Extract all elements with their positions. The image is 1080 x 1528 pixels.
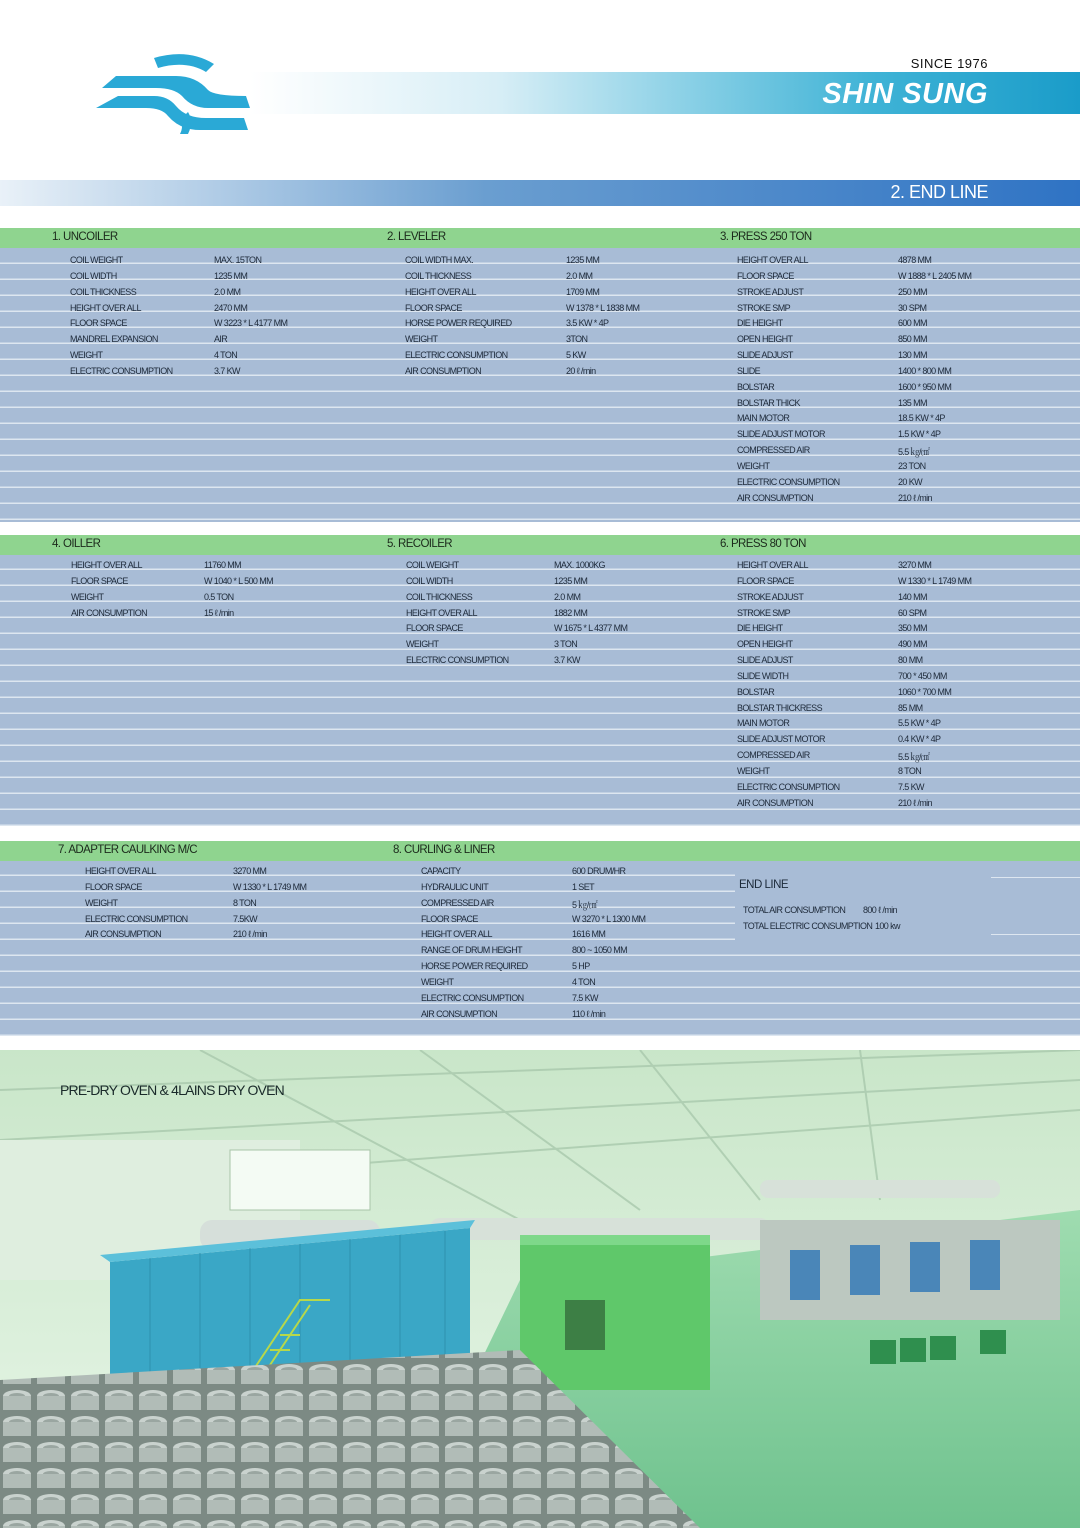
spec-label: FLOOR SPACE bbox=[737, 270, 794, 281]
spec-value: MAX. 15TON bbox=[214, 255, 262, 265]
since-label: SINCE 1976 bbox=[910, 56, 988, 71]
spec-value: W 1330 * L 1749 MM bbox=[233, 881, 307, 892]
spec-header-1 bbox=[0, 228, 1080, 248]
spec-label: FLOOR SPACE bbox=[71, 575, 128, 586]
spec-label: STROKE ADJUST bbox=[737, 286, 804, 297]
spec-label: AIR CONSUMPTION bbox=[71, 607, 148, 618]
spec-label: OPEN HEIGHT bbox=[737, 334, 793, 345]
spec-value: 7.5KW bbox=[233, 913, 258, 924]
spec-value: 3.7 KW bbox=[214, 365, 240, 376]
spec-value: 1400 * 800 MM bbox=[898, 365, 952, 376]
spec-value: W 3270 * L 1300 MM bbox=[572, 913, 646, 924]
leveler-title: 2. LEVELER bbox=[387, 231, 446, 243]
spec-label: CAPACITY bbox=[421, 866, 461, 876]
spec-value: 1882 MM bbox=[554, 607, 588, 618]
spec-label: COIL THICKNESS bbox=[70, 286, 137, 297]
spec-label: AIR CONSUMPTION bbox=[85, 929, 162, 940]
spec-value: 2.0 MM bbox=[566, 270, 593, 281]
spec-value: 600 DRUM/HR bbox=[572, 866, 626, 876]
spec-value: 850 MM bbox=[898, 334, 927, 345]
spec-value: 23 TON bbox=[898, 460, 926, 471]
spec-value: 250 MM bbox=[898, 286, 927, 297]
spec-label: STROKE SMP bbox=[737, 302, 791, 313]
spec-label: AIR CONSUMPTION bbox=[421, 1008, 498, 1019]
total-air-value: 800 ℓ /min bbox=[863, 905, 897, 915]
spec-value: W 1888 * L 2405 MM bbox=[898, 270, 972, 281]
spec-label: COIL WIDTH bbox=[406, 575, 453, 586]
spec-value: 7.5 KW bbox=[572, 992, 598, 1003]
spec-label: FLOOR SPACE bbox=[70, 318, 127, 329]
spec-label: BOLSTAR THICKRESS bbox=[737, 702, 822, 713]
spec-value: 600 MM bbox=[898, 318, 927, 329]
spec-label: RANGE OF DRUM HEIGHT bbox=[421, 945, 523, 956]
uncoiler-title: 1. UNCOILER bbox=[52, 231, 118, 243]
spec-label: DIE HEIGHT bbox=[737, 623, 783, 634]
spec-value: W 1675 * L 4377 MM bbox=[554, 623, 628, 634]
spec-value: 0.5 TON bbox=[204, 591, 234, 602]
spec-value: 8 TON bbox=[898, 765, 922, 776]
endline-summary bbox=[735, 868, 1080, 940]
total-air-label: TOTAL AIR CONSUMPTION bbox=[743, 905, 846, 915]
spec-label: AIR CONSUMPTION bbox=[737, 492, 814, 503]
spec-value: 5 KW bbox=[566, 350, 586, 361]
spec-label: BOLSTAR THICK bbox=[737, 397, 800, 408]
spec-value: 80 MM bbox=[898, 655, 923, 666]
spec-label: HORSE POWER REQUIRED bbox=[421, 961, 528, 972]
spec-value: 2.0 MM bbox=[554, 591, 581, 602]
endline-rule-top bbox=[991, 877, 1080, 878]
spec-value: 5.5 KW * 4P bbox=[898, 718, 941, 729]
spec-label: HEIGHT OVER ALL bbox=[406, 607, 477, 618]
spec-label: SLIDE ADJUST MOTOR bbox=[737, 734, 825, 745]
spec-label: STROKE SMP bbox=[737, 607, 791, 618]
spec-value: 140 MM bbox=[898, 591, 927, 602]
spec-label: HORSE POWER REQUIRED bbox=[405, 318, 512, 329]
spec-label: COIL WEIGHT bbox=[406, 560, 459, 570]
spec-label: SLIDE ADJUST bbox=[737, 350, 793, 361]
spec-value: 5.5 ㎏/㎠ bbox=[898, 447, 930, 458]
spec-label: FLOOR SPACE bbox=[737, 575, 794, 586]
spec-label: MAIN MOTOR bbox=[737, 413, 790, 424]
spec-label: ELECTRIC CONSUMPTION bbox=[421, 992, 524, 1003]
spec-value: 1235 MM bbox=[566, 255, 600, 265]
spec-value: 800 ~ 1050 MM bbox=[572, 945, 627, 956]
spec-value: 1235 MM bbox=[214, 270, 248, 281]
spec-value: 30 SPM bbox=[898, 302, 927, 313]
spec-value: 1600 * 950 MM bbox=[898, 381, 952, 392]
spec-label: OPEN HEIGHT bbox=[737, 639, 793, 650]
spec-label: WEIGHT bbox=[737, 765, 770, 776]
spec-label: ELECTRIC CONSUMPTION bbox=[406, 655, 509, 666]
press-80-title: 6. PRESS 80 TON bbox=[720, 538, 806, 550]
curling-liner-title: 8. CURLING & LINER bbox=[393, 844, 495, 856]
spec-label: ELECTRIC CONSUMPTION bbox=[70, 365, 173, 376]
spec-value: 2470 MM bbox=[214, 302, 248, 313]
spec-value: 15 ℓ /min bbox=[204, 607, 234, 618]
spec-label: COMPRESSED AIR bbox=[737, 750, 810, 761]
spec-header-2 bbox=[0, 535, 1080, 555]
section-title: 2. END LINE bbox=[890, 182, 988, 202]
spec-label: ELECTRIC CONSUMPTION bbox=[405, 350, 508, 361]
spec-value: 20 KW bbox=[898, 476, 923, 487]
spec-value: 7.5 KW bbox=[898, 781, 924, 792]
shinsung-logo-icon bbox=[96, 52, 256, 139]
spec-label: FLOOR SPACE bbox=[405, 302, 462, 313]
spec-label: WEIGHT bbox=[737, 460, 770, 471]
spec-value: 60 SPM bbox=[898, 607, 927, 618]
spec-label: COIL THICKNESS bbox=[405, 270, 472, 281]
spec-value: 350 MM bbox=[898, 623, 927, 634]
photo-caption: PRE-DRY OVEN & 4LAINS DRY OVEN bbox=[60, 1082, 284, 1098]
spec-label: COMPRESSED AIR bbox=[421, 897, 494, 908]
spec-label: SLIDE bbox=[737, 365, 761, 376]
spec-label: BOLSTAR bbox=[737, 686, 775, 697]
spec-value: 130 MM bbox=[898, 350, 927, 361]
spec-value: 11760 MM bbox=[204, 560, 242, 570]
spec-label: COIL WEIGHT bbox=[70, 255, 123, 265]
spec-value: 5.5 ㎏/㎠ bbox=[898, 752, 930, 763]
spec-value: W 1330 * L 1749 MM bbox=[898, 575, 972, 586]
spec-value: 8 TON bbox=[233, 897, 257, 908]
spec-label: COMPRESSED AIR bbox=[737, 445, 810, 456]
spec-label: WEIGHT bbox=[421, 976, 454, 987]
spec-label: ELECTRIC CONSUMPTION bbox=[737, 781, 840, 792]
spec-value: 4878 MM bbox=[898, 255, 932, 265]
spec-value: 1.5 KW * 4P bbox=[898, 429, 941, 440]
spec-value: W 3223 * L 4177 MM bbox=[214, 318, 288, 329]
spec-label: AIR CONSUMPTION bbox=[405, 365, 482, 376]
spec-value: 3TON bbox=[566, 334, 588, 345]
spec-value: 700 * 450 MM bbox=[898, 670, 947, 681]
spec-label: DIE HEIGHT bbox=[737, 318, 783, 329]
spec-value: 4 TON bbox=[572, 976, 596, 987]
spec-value: W 1040 * L 500 MM bbox=[204, 575, 274, 586]
endline-rule-bottom bbox=[991, 934, 1080, 935]
spec-value: 2.0 MM bbox=[214, 286, 241, 297]
spec-label: MANDREL EXPANSION bbox=[70, 334, 158, 345]
spec-value: 3.5 KW * 4P bbox=[566, 318, 609, 329]
spec-value: 210 ℓ /min bbox=[233, 929, 267, 940]
spec-label: FLOOR SPACE bbox=[85, 881, 142, 892]
spec-label: COIL WIDTH bbox=[70, 270, 117, 281]
spec-label: WEIGHT bbox=[85, 897, 118, 908]
spec-label: ELECTRIC CONSUMPTION bbox=[85, 913, 188, 924]
spec-label: WEIGHT bbox=[71, 591, 104, 602]
spec-value: 210 ℓ /min bbox=[898, 492, 932, 503]
spec-label: FLOOR SPACE bbox=[421, 913, 478, 924]
spec-value: W 1378 * L 1838 MM bbox=[566, 302, 640, 313]
spec-value: AIR bbox=[214, 334, 228, 345]
spec-value: 4 TON bbox=[214, 350, 238, 361]
spec-value: 1235 MM bbox=[554, 575, 588, 586]
spec-value: 1 SET bbox=[572, 881, 595, 892]
spec-label: HEIGHT OVER ALL bbox=[70, 302, 141, 313]
spec-label: SLIDE ADJUST bbox=[737, 655, 793, 666]
spec-label: AIR CONSUMPTION bbox=[737, 797, 814, 808]
adapter-caulking-title: 7. ADAPTER CAULKING M/C bbox=[58, 844, 197, 856]
spec-value: 20 ℓ /min bbox=[566, 365, 596, 376]
total-electric-value: 100 kw bbox=[875, 921, 900, 931]
spec-value: MAX. 1000KG bbox=[554, 560, 605, 570]
spec-value: 3 TON bbox=[554, 639, 578, 650]
spec-label: MAIN MOTOR bbox=[737, 718, 790, 729]
spec-label: BOLSTAR bbox=[737, 381, 775, 392]
spec-label: HEIGHT OVER ALL bbox=[71, 560, 142, 570]
spec-label: STROKE ADJUST bbox=[737, 591, 804, 602]
spec-value: 490 MM bbox=[898, 639, 927, 650]
spec-label: WEIGHT bbox=[406, 639, 439, 650]
spec-value: 0.4 KW * 4P bbox=[898, 734, 941, 745]
total-electric-label: TOTAL ELECTRIC CONSUMPTION bbox=[743, 921, 873, 931]
spec-label: ELECTRIC CONSUMPTION bbox=[737, 476, 840, 487]
spec-value: 110 ℓ /min bbox=[572, 1008, 606, 1019]
oiller-title: 4. OILLER bbox=[52, 538, 101, 550]
spec-label: HYDRAULIC UNIT bbox=[421, 881, 489, 892]
spec-label: WEIGHT bbox=[70, 350, 103, 361]
spec-label: COIL THICKNESS bbox=[406, 591, 473, 602]
spec-header-3 bbox=[0, 841, 1080, 861]
recoiler-title: 5. RECOILER bbox=[387, 538, 452, 550]
spec-label: WEIGHT bbox=[405, 334, 438, 345]
spec-value: 1709 MM bbox=[566, 286, 600, 297]
brand-name: SHIN SUNG bbox=[822, 78, 988, 110]
spec-label: HEIGHT OVER ALL bbox=[421, 929, 492, 940]
spec-value: 3270 MM bbox=[233, 866, 267, 876]
spec-value: 18.5 KW * 4P bbox=[898, 413, 945, 424]
spec-value: 5 ㎏/㎠ bbox=[572, 899, 598, 910]
spec-value: 5 HP bbox=[572, 961, 590, 972]
spec-label: SLIDE ADJUST MOTOR bbox=[737, 429, 825, 440]
spec-value: 1616 MM bbox=[572, 929, 606, 940]
spec-value: 3.7 KW bbox=[554, 655, 580, 666]
spec-value: 210 ℓ /min bbox=[898, 797, 932, 808]
spec-value: 85 MM bbox=[898, 702, 923, 713]
spec-label: HEIGHT OVER ALL bbox=[405, 286, 476, 297]
spec-label: FLOOR SPACE bbox=[406, 623, 463, 634]
spec-label: SLIDE WIDTH bbox=[737, 670, 789, 681]
endline-title: END LINE bbox=[739, 879, 789, 891]
spec-value: 3270 MM bbox=[898, 560, 932, 570]
spec-label: HEIGHT OVER ALL bbox=[85, 866, 156, 876]
press-250-title: 3. PRESS 250 TON bbox=[720, 231, 812, 243]
spec-label: COIL WIDTH MAX. bbox=[405, 255, 474, 265]
factory-photo bbox=[0, 1050, 1080, 1528]
spec-label: HEIGHT OVER ALL bbox=[737, 255, 808, 265]
spec-value: 1060 * 700 MM bbox=[898, 686, 952, 697]
spec-value: 135 MM bbox=[898, 397, 927, 408]
spec-label: HEIGHT OVER ALL bbox=[737, 560, 808, 570]
